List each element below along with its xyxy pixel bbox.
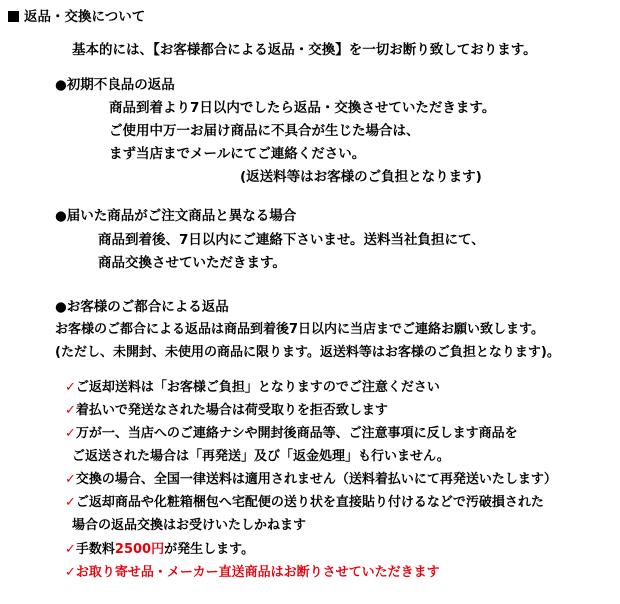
check-icon: ✓	[65, 380, 76, 395]
heading-title: 返品・交換について	[24, 9, 146, 25]
check-icon: ✓	[65, 565, 76, 580]
note-3	[65, 425, 518, 443]
s2-line-2: 商品交換させていただきます。	[98, 255, 286, 271]
check-icon: ✓	[65, 403, 76, 418]
s3-title: ●お客様のご都合による返品	[55, 299, 229, 315]
s1-title: ●初期不良品の返品	[55, 77, 175, 93]
check-icon: ✓	[65, 495, 76, 510]
note-6-prefix: 手数料	[75, 542, 115, 557]
s1-line-1: 商品到着より7日以内でしたら返品・交換させていただきます。	[109, 100, 496, 116]
note-7	[65, 564, 440, 582]
check-icon: ✓	[65, 542, 76, 557]
square-icon	[8, 11, 19, 22]
s1-line-4: (返送料等はお客様のご負担となります)	[240, 169, 482, 185]
s1-line-3: まず当店までメールにてご連絡ください。	[109, 146, 366, 162]
note-6-suffix: が発生します。	[164, 542, 255, 557]
s2-line-1: 商品到着後、7日以内にご連絡下さいませ。送料当社負担にて、	[98, 232, 485, 248]
note-2-text: 着払いで発送なされた場合は荷受取りを拒否致します	[75, 403, 388, 418]
note-4-text: 交換の場合、全国一律送料は適用されません（送料着払いにて再発送いたします）	[75, 472, 557, 487]
note-3-continued: ご返送された場合は「再発送」及び「返金処理」も行いません。	[72, 449, 450, 464]
note-5-text: ご返却商品や化粧箱梱包へ宅配便の送り状を直接貼り付けるなどで汚破損された	[75, 495, 544, 510]
note-6	[65, 541, 254, 559]
s1-line-2: ご使用中万一お届け商品に不具合が生じた場合は、	[109, 123, 420, 139]
section-heading	[8, 8, 145, 26]
note-4	[65, 471, 557, 489]
note-1-text: ご返却送料は「お客様ご負担」となりますのでご注意ください	[75, 380, 440, 395]
check-icon: ✓	[65, 472, 76, 487]
s2-title: ●届いた商品がご注文商品と異なる場合	[55, 208, 297, 224]
note-3-text: 万が一、当店へのご連絡ナシや開封後商品等、ご注意事項に反します商品を	[75, 426, 518, 441]
s3-line-2: (ただし、未開封、未使用の商品に限ります。返送料等はお客様のご負担となります)。	[55, 345, 560, 360]
note-2	[65, 402, 388, 420]
s3-line-1: お客様のご都合による返品は商品到着後7日以内に当店までご連絡お願い致します。	[55, 322, 545, 337]
note-5-continued: 場合の返品交換はお受けいたしかねます	[72, 518, 307, 533]
note-7-text: お取り寄せ品・メーカー直送商品はお断りさせていただきます	[75, 565, 440, 580]
note-1	[65, 379, 440, 397]
intro-text: 基本的には、【お客様都合による返品・交換】を一切お断り致しております。	[72, 42, 537, 58]
note-5	[65, 494, 544, 512]
fee-amount: 2500円	[114, 542, 165, 557]
check-icon: ✓	[65, 426, 76, 441]
